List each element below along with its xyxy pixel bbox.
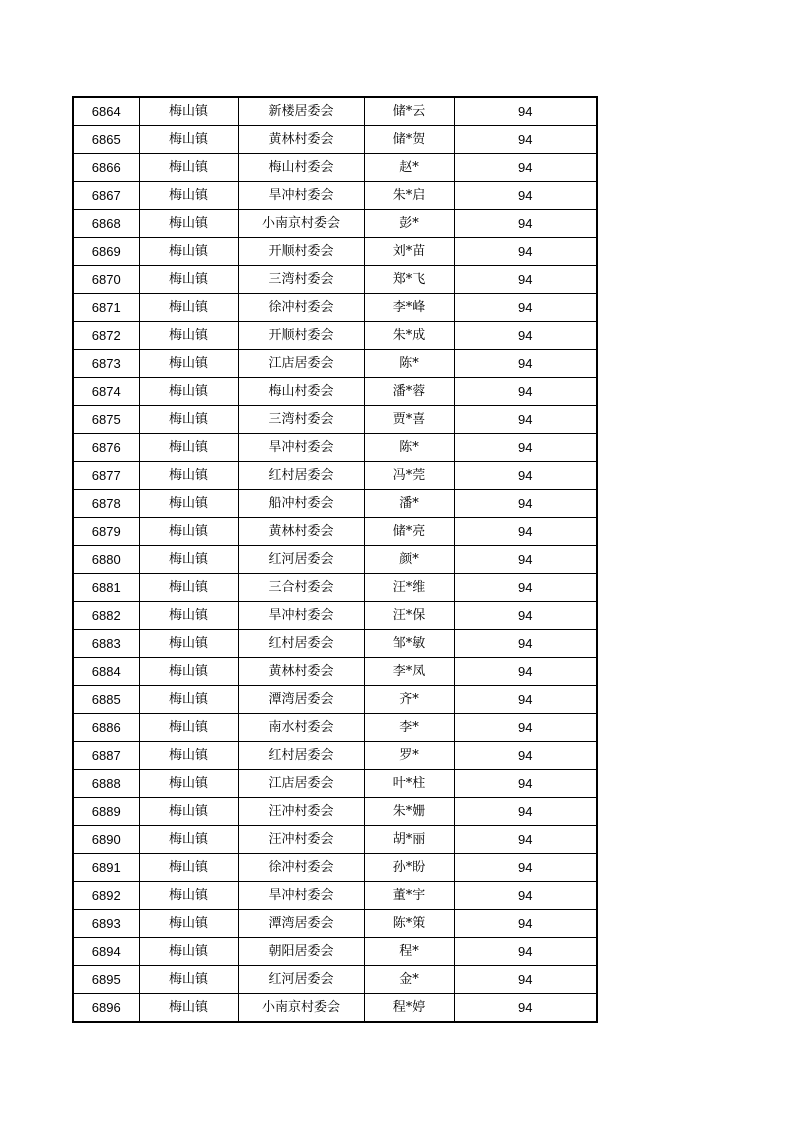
- committee-cell: 开顺村委会: [238, 238, 364, 266]
- table-row: [73, 518, 597, 546]
- score-cell: 94: [454, 126, 597, 154]
- town-cell: 梅山镇: [139, 97, 238, 126]
- name-cell: 赵*: [364, 154, 454, 182]
- table-row: [73, 266, 597, 294]
- committee-cell: 旱冲村委会: [238, 434, 364, 462]
- score-cell: 94: [454, 154, 597, 182]
- score-cell: 94: [454, 462, 597, 490]
- score-cell: 94: [454, 434, 597, 462]
- serial-number-cell: 6872: [73, 322, 139, 350]
- committee-cell: 小南京村委会: [238, 210, 364, 238]
- table-row: [73, 770, 597, 798]
- committee-cell: 汪冲村委会: [238, 798, 364, 826]
- serial-number-cell: 6887: [73, 742, 139, 770]
- table-row: [73, 350, 597, 378]
- table-row: [73, 126, 597, 154]
- score-cell: 94: [454, 490, 597, 518]
- serial-number-cell: 6870: [73, 266, 139, 294]
- table-row: [73, 182, 597, 210]
- committee-cell: 旱冲村委会: [238, 182, 364, 210]
- table-row: [73, 434, 597, 462]
- table-row: [73, 938, 597, 966]
- town-cell: 梅山镇: [139, 966, 238, 994]
- table-row: [73, 630, 597, 658]
- table-row: [73, 854, 597, 882]
- serial-number-cell: 6889: [73, 798, 139, 826]
- score-cell: 94: [454, 798, 597, 826]
- score-cell: 94: [454, 602, 597, 630]
- name-cell: 储*云: [364, 97, 454, 126]
- town-cell: 梅山镇: [139, 742, 238, 770]
- name-cell: 汪*维: [364, 574, 454, 602]
- name-cell: 叶*柱: [364, 770, 454, 798]
- roster-table: [72, 96, 598, 1023]
- name-cell: 李*凤: [364, 658, 454, 686]
- town-cell: 梅山镇: [139, 686, 238, 714]
- table-row: [73, 714, 597, 742]
- serial-number-cell: 6864: [73, 97, 139, 126]
- table-row: [73, 686, 597, 714]
- town-cell: 梅山镇: [139, 462, 238, 490]
- committee-cell: 旱冲村委会: [238, 602, 364, 630]
- score-cell: 94: [454, 910, 597, 938]
- score-cell: 94: [454, 658, 597, 686]
- name-cell: 朱*成: [364, 322, 454, 350]
- name-cell: 彭*: [364, 210, 454, 238]
- serial-number-cell: 6891: [73, 854, 139, 882]
- committee-cell: 徐冲村委会: [238, 294, 364, 322]
- serial-number-cell: 6893: [73, 910, 139, 938]
- committee-cell: 三湾村委会: [238, 266, 364, 294]
- serial-number-cell: 6882: [73, 602, 139, 630]
- committee-cell: 红河居委会: [238, 966, 364, 994]
- committee-cell: 黄林村委会: [238, 126, 364, 154]
- name-cell: 陈*策: [364, 910, 454, 938]
- town-cell: 梅山镇: [139, 294, 238, 322]
- town-cell: 梅山镇: [139, 266, 238, 294]
- town-cell: 梅山镇: [139, 546, 238, 574]
- committee-cell: 红村居委会: [238, 630, 364, 658]
- name-cell: 孙*盼: [364, 854, 454, 882]
- name-cell: 李*: [364, 714, 454, 742]
- table-row: [73, 798, 597, 826]
- name-cell: 齐*: [364, 686, 454, 714]
- town-cell: 梅山镇: [139, 826, 238, 854]
- table-row: [73, 322, 597, 350]
- serial-number-cell: 6865: [73, 126, 139, 154]
- town-cell: 梅山镇: [139, 238, 238, 266]
- table-row: [73, 994, 597, 1023]
- name-cell: 潘*蓉: [364, 378, 454, 406]
- table-row: [73, 97, 597, 126]
- table-row: [73, 378, 597, 406]
- serial-number-cell: 6883: [73, 630, 139, 658]
- committee-cell: 江店居委会: [238, 770, 364, 798]
- table-row: [73, 210, 597, 238]
- serial-number-cell: 6873: [73, 350, 139, 378]
- name-cell: 李*峰: [364, 294, 454, 322]
- name-cell: 贾*喜: [364, 406, 454, 434]
- town-cell: 梅山镇: [139, 854, 238, 882]
- committee-cell: 潭湾居委会: [238, 686, 364, 714]
- name-cell: 邹*敏: [364, 630, 454, 658]
- table-row: [73, 882, 597, 910]
- town-cell: 梅山镇: [139, 798, 238, 826]
- name-cell: 陈*: [364, 434, 454, 462]
- score-cell: 94: [454, 854, 597, 882]
- table-row: [73, 490, 597, 518]
- score-cell: 94: [454, 714, 597, 742]
- committee-cell: 旱冲村委会: [238, 882, 364, 910]
- name-cell: 储*亮: [364, 518, 454, 546]
- table-row: [73, 154, 597, 182]
- name-cell: 董*宇: [364, 882, 454, 910]
- serial-number-cell: 6894: [73, 938, 139, 966]
- table-row: [73, 826, 597, 854]
- score-cell: 94: [454, 882, 597, 910]
- name-cell: 程*婷: [364, 994, 454, 1023]
- committee-cell: 三湾村委会: [238, 406, 364, 434]
- table-row: [73, 294, 597, 322]
- committee-cell: 南水村委会: [238, 714, 364, 742]
- score-cell: 94: [454, 350, 597, 378]
- serial-number-cell: 6886: [73, 714, 139, 742]
- serial-number-cell: 6879: [73, 518, 139, 546]
- name-cell: 潘*: [364, 490, 454, 518]
- serial-number-cell: 6888: [73, 770, 139, 798]
- committee-cell: 新楼居委会: [238, 97, 364, 126]
- name-cell: 储*贺: [364, 126, 454, 154]
- name-cell: 朱*启: [364, 182, 454, 210]
- serial-number-cell: 6892: [73, 882, 139, 910]
- score-cell: 94: [454, 406, 597, 434]
- roster-table-body: [73, 97, 597, 1022]
- committee-cell: 汪冲村委会: [238, 826, 364, 854]
- serial-number-cell: 6869: [73, 238, 139, 266]
- town-cell: 梅山镇: [139, 574, 238, 602]
- table-row: [73, 238, 597, 266]
- name-cell: 朱*姗: [364, 798, 454, 826]
- table-row: [73, 658, 597, 686]
- town-cell: 梅山镇: [139, 182, 238, 210]
- town-cell: 梅山镇: [139, 630, 238, 658]
- serial-number-cell: 6885: [73, 686, 139, 714]
- score-cell: 94: [454, 574, 597, 602]
- serial-number-cell: 6871: [73, 294, 139, 322]
- committee-cell: 潭湾居委会: [238, 910, 364, 938]
- name-cell: 陈*: [364, 350, 454, 378]
- town-cell: 梅山镇: [139, 434, 238, 462]
- score-cell: 94: [454, 182, 597, 210]
- committee-cell: 小南京村委会: [238, 994, 364, 1023]
- serial-number-cell: 6866: [73, 154, 139, 182]
- committee-cell: 黄林村委会: [238, 658, 364, 686]
- score-cell: 94: [454, 322, 597, 350]
- score-cell: 94: [454, 97, 597, 126]
- table-row: [73, 574, 597, 602]
- serial-number-cell: 6881: [73, 574, 139, 602]
- town-cell: 梅山镇: [139, 518, 238, 546]
- town-cell: 梅山镇: [139, 938, 238, 966]
- serial-number-cell: 6895: [73, 966, 139, 994]
- town-cell: 梅山镇: [139, 126, 238, 154]
- town-cell: 梅山镇: [139, 882, 238, 910]
- town-cell: 梅山镇: [139, 154, 238, 182]
- table-row: [73, 966, 597, 994]
- table-row: [73, 546, 597, 574]
- serial-number-cell: 6880: [73, 546, 139, 574]
- committee-cell: 红村居委会: [238, 462, 364, 490]
- table-row: [73, 462, 597, 490]
- name-cell: 冯*莞: [364, 462, 454, 490]
- name-cell: 颜*: [364, 546, 454, 574]
- score-cell: 94: [454, 686, 597, 714]
- town-cell: 梅山镇: [139, 350, 238, 378]
- name-cell: 金*: [364, 966, 454, 994]
- score-cell: 94: [454, 378, 597, 406]
- town-cell: 梅山镇: [139, 714, 238, 742]
- serial-number-cell: 6874: [73, 378, 139, 406]
- committee-cell: 徐冲村委会: [238, 854, 364, 882]
- committee-cell: 江店居委会: [238, 350, 364, 378]
- serial-number-cell: 6884: [73, 658, 139, 686]
- serial-number-cell: 6876: [73, 434, 139, 462]
- score-cell: 94: [454, 826, 597, 854]
- name-cell: 程*: [364, 938, 454, 966]
- town-cell: 梅山镇: [139, 994, 238, 1023]
- serial-number-cell: 6896: [73, 994, 139, 1023]
- score-cell: 94: [454, 966, 597, 994]
- committee-cell: 梅山村委会: [238, 154, 364, 182]
- committee-cell: 三合村委会: [238, 574, 364, 602]
- name-cell: 胡*丽: [364, 826, 454, 854]
- town-cell: 梅山镇: [139, 378, 238, 406]
- committee-cell: 红河居委会: [238, 546, 364, 574]
- town-cell: 梅山镇: [139, 490, 238, 518]
- score-cell: 94: [454, 742, 597, 770]
- score-cell: 94: [454, 630, 597, 658]
- committee-cell: 朝阳居委会: [238, 938, 364, 966]
- committee-cell: 开顺村委会: [238, 322, 364, 350]
- committee-cell: 黄林村委会: [238, 518, 364, 546]
- table-row: [73, 742, 597, 770]
- serial-number-cell: 6868: [73, 210, 139, 238]
- name-cell: 汪*保: [364, 602, 454, 630]
- serial-number-cell: 6875: [73, 406, 139, 434]
- score-cell: 94: [454, 518, 597, 546]
- town-cell: 梅山镇: [139, 406, 238, 434]
- town-cell: 梅山镇: [139, 322, 238, 350]
- score-cell: 94: [454, 994, 597, 1023]
- score-cell: 94: [454, 546, 597, 574]
- score-cell: 94: [454, 210, 597, 238]
- table-row: [73, 406, 597, 434]
- score-cell: 94: [454, 238, 597, 266]
- serial-number-cell: 6877: [73, 462, 139, 490]
- town-cell: 梅山镇: [139, 210, 238, 238]
- name-cell: 罗*: [364, 742, 454, 770]
- serial-number-cell: 6867: [73, 182, 139, 210]
- score-cell: 94: [454, 770, 597, 798]
- town-cell: 梅山镇: [139, 910, 238, 938]
- score-cell: 94: [454, 294, 597, 322]
- committee-cell: 梅山村委会: [238, 378, 364, 406]
- score-cell: 94: [454, 938, 597, 966]
- table-row: [73, 602, 597, 630]
- committee-cell: 船冲村委会: [238, 490, 364, 518]
- committee-cell: 红村居委会: [238, 742, 364, 770]
- town-cell: 梅山镇: [139, 602, 238, 630]
- town-cell: 梅山镇: [139, 770, 238, 798]
- name-cell: 刘*苗: [364, 238, 454, 266]
- score-cell: 94: [454, 266, 597, 294]
- serial-number-cell: 6890: [73, 826, 139, 854]
- town-cell: 梅山镇: [139, 658, 238, 686]
- name-cell: 郑*飞: [364, 266, 454, 294]
- table-row: [73, 910, 597, 938]
- serial-number-cell: 6878: [73, 490, 139, 518]
